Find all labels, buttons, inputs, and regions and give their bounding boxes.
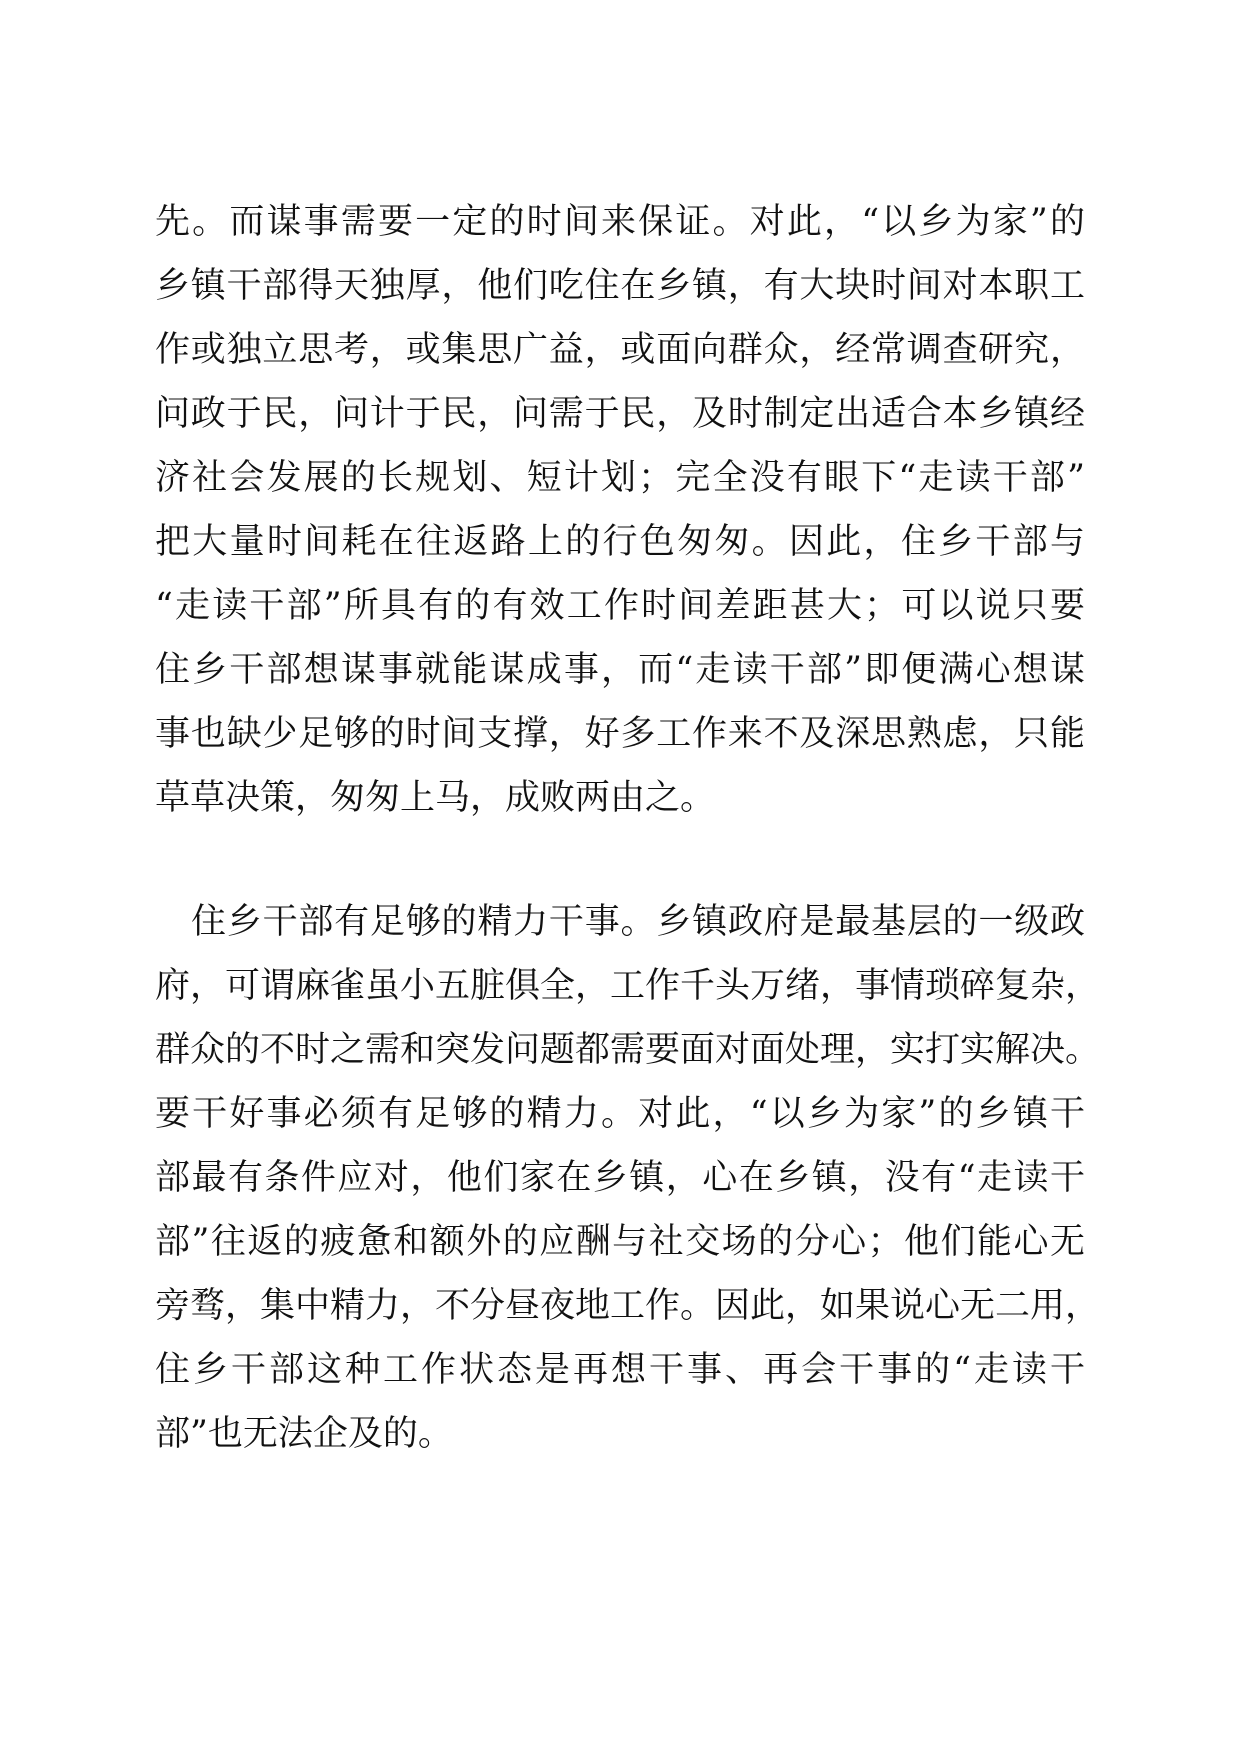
paragraph-line: 住乡干部想谋事就能谋成事，而“走读干部”即便满心想谋 — [155, 650, 1085, 690]
paragraph-line: 事也缺少足够的时间支撑，好多工作来不及深思熟虑，只能 — [155, 714, 1085, 754]
paragraph-line: 乡镇干部得天独厚，他们吃住在乡镇，有大块时间对本职工 — [155, 266, 1085, 306]
paragraph-line: 要干好事必须有足够的精力。对此，“以乡为家”的乡镇干 — [155, 1094, 1085, 1134]
paragraph-line: 作或独立思考，或集思广益，或面向群众，经常调查研究， — [155, 330, 1085, 370]
paragraph-line: 草草决策，匆匆上马，成败两由之。 — [155, 778, 716, 818]
paragraph-1 — [155, 190, 1085, 830]
paragraph-line: 把大量时间耗在往返路上的行色匆匆。因此，住乡干部与 — [155, 522, 1085, 562]
paragraph-line: 府，可谓麻雀虽小五脏俱全，工作千头万绪，事情琐碎复杂， — [155, 966, 1101, 1006]
paragraph-line: 住乡干部这种工作状态是再想干事、再会干事的“走读干 — [155, 1350, 1085, 1390]
paragraph-line: 济社会发展的长规划、短计划；完全没有眼下“走读干部” — [155, 458, 1085, 498]
paragraph-line: 部”也无法企及的。 — [155, 1414, 453, 1454]
paragraph-line: “走读干部”所具有的有效工作时间差距甚大；可以说只要 — [155, 586, 1085, 626]
paragraph-line: 部最有条件应对，他们家在乡镇，心在乡镇，没有“走读干 — [155, 1158, 1085, 1198]
paragraph-line: 问政于民，问计于民，问需于民，及时制定出适合本乡镇经 — [155, 394, 1085, 434]
paragraph-line: 先。而谋事需要一定的时间来保证。对此，“以乡为家”的 — [155, 202, 1085, 242]
paragraph-line: 群众的不时之需和突发问题都需要面对面处理，实打实解决。 — [155, 1030, 1101, 1070]
paragraph-line: 部”往返的疲惫和额外的应酬与社交场的分心；他们能心无 — [155, 1222, 1085, 1262]
paragraph-line: 旁骛，集中精力，不分昼夜地工作。因此，如果说心无二用， — [155, 1286, 1101, 1326]
paragraph-line: 住乡干部有足够的精力干事。乡镇政府是最基层的一级政 — [191, 902, 1085, 942]
paragraph-2 — [155, 890, 1101, 1466]
